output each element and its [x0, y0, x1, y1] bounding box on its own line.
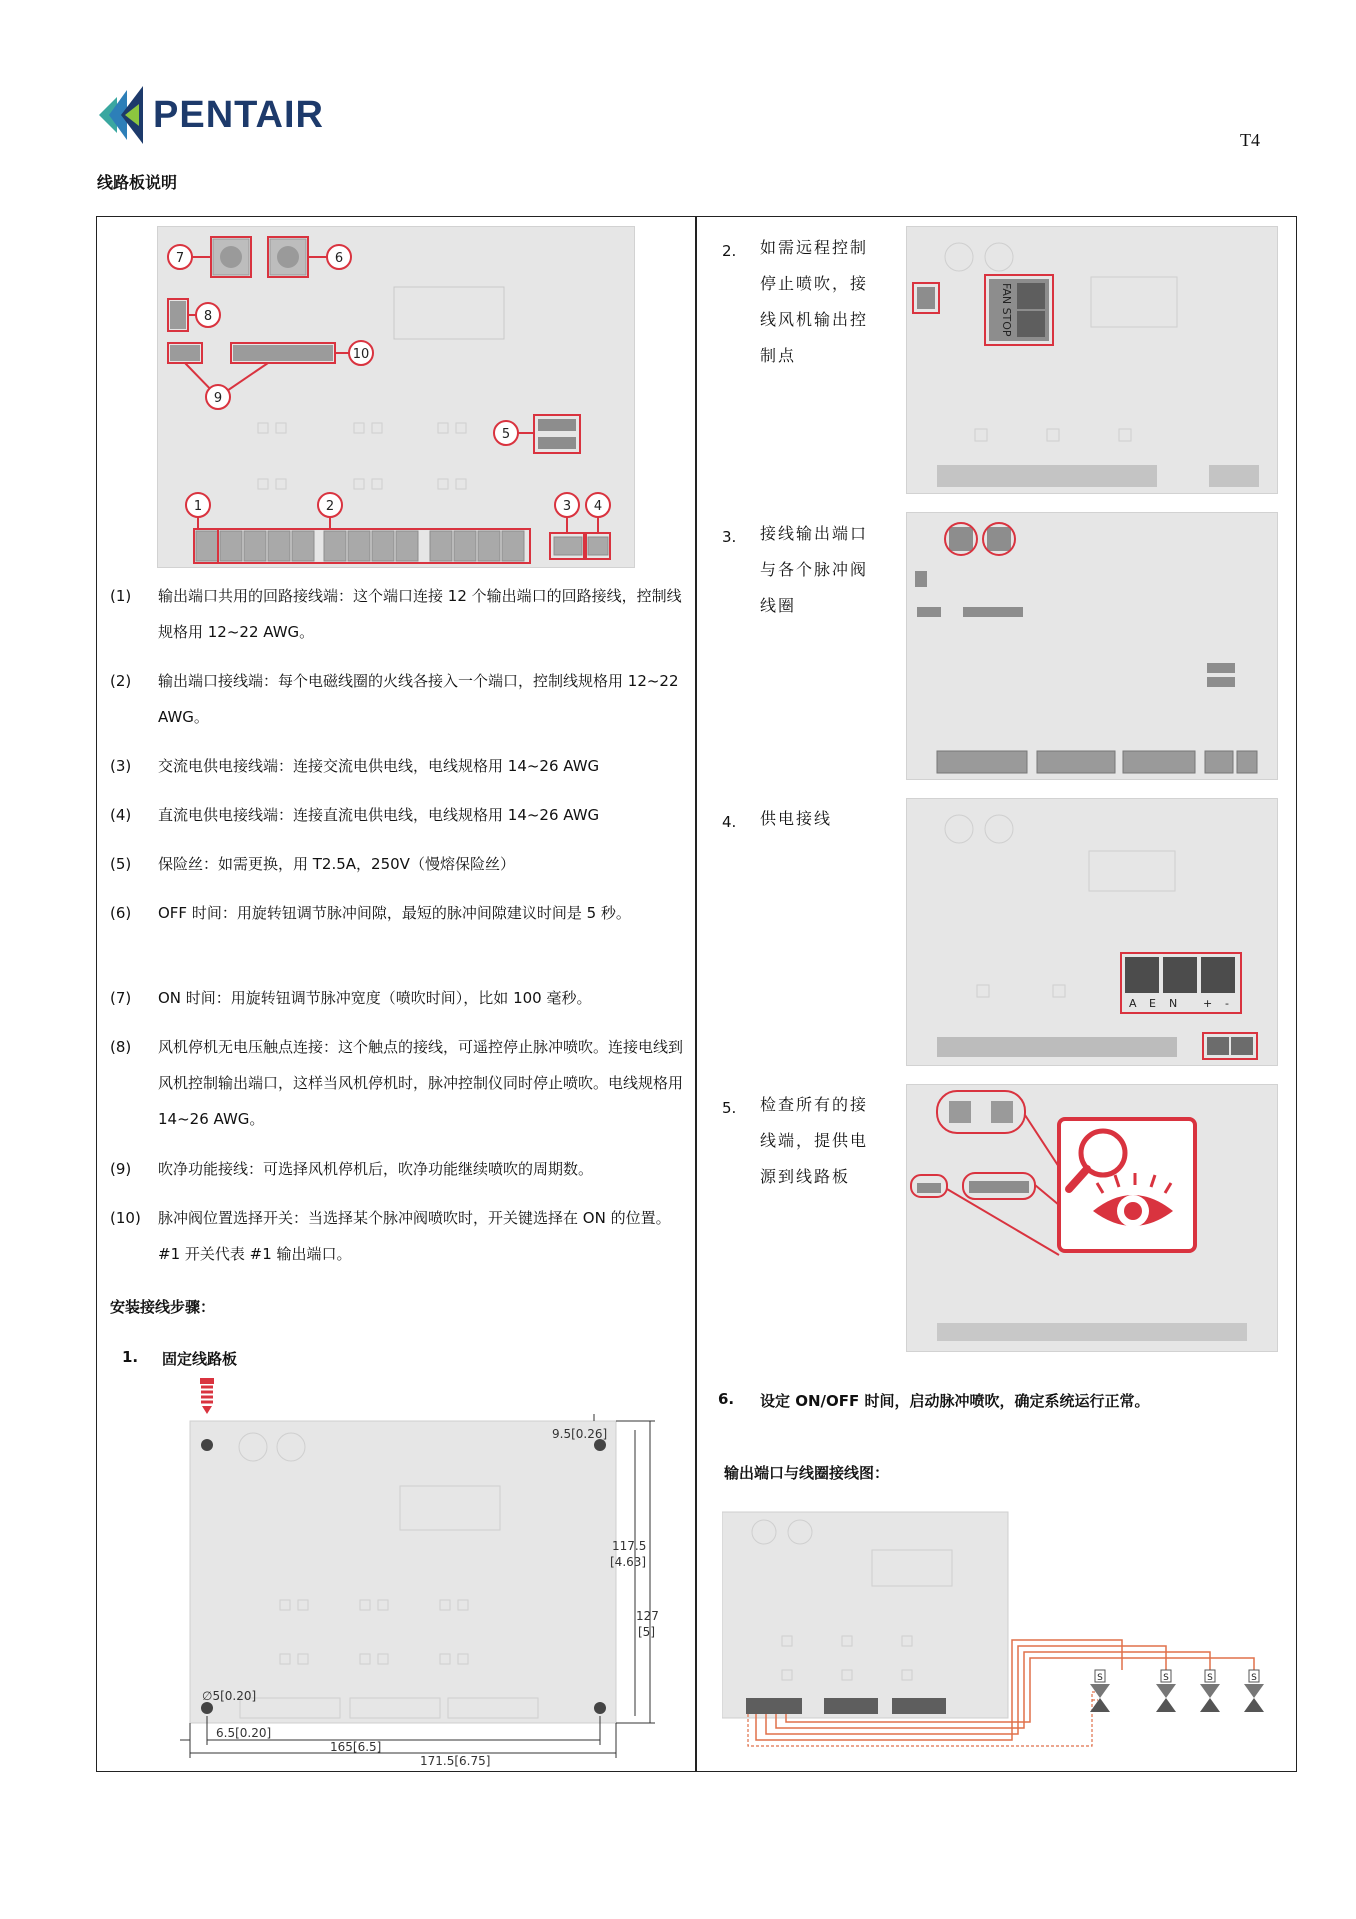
description-item: (1) 输出端口共用的回路接线端：这个端口连接 12 个输出端口的回路接线，控制线规格用 12~22 AWG。: [110, 587, 682, 641]
step6-num: 6.: [718, 1390, 735, 1408]
dim-height-inner-in: [4.63]: [610, 1555, 647, 1569]
callout-8: 8: [203, 309, 213, 324]
step4-num: 4.: [722, 813, 737, 831]
callout-6: 6: [334, 251, 344, 266]
dim-hole: ∅5[0.20]: [202, 1689, 257, 1703]
mounting-diagram: [180, 1378, 660, 1768]
column-divider: [695, 216, 697, 1772]
coil-label: S: [1163, 1673, 1169, 1683]
description-item: (9) 吹净功能接线：可选择风机停机后，吹净功能继续喷吹的周期数。: [110, 1160, 594, 1178]
power-label-minus: -: [1225, 997, 1229, 1010]
board-diagram-main: [157, 226, 635, 568]
description-item: (2) 输出端口接线端：每个电磁线圈的火线各接入一个端口，控制线规格用 12~22 AWG。: [110, 672, 679, 726]
callout-2: 2: [325, 499, 335, 514]
step2-num: 2.: [722, 242, 737, 260]
coil-label: S: [1097, 1673, 1103, 1683]
callout-3: 3: [562, 499, 572, 514]
wiring-title: 输出端口与线圈接线图：: [724, 1464, 890, 1482]
board-diagram-power: [906, 798, 1278, 1066]
step6-text: 设定 ON/OFF 时间，启动脉冲喷吹，确定系统运行正常。: [760, 1392, 1150, 1410]
install-heading: 安装接线步骤：: [110, 1298, 216, 1316]
board-diagram-outputs: [906, 512, 1278, 780]
board-diagram-check: [906, 1084, 1278, 1352]
power-label-n: N: [1169, 997, 1178, 1010]
description-item: (6) OFF 时间：用旋转钮调节脉冲间隙，最短的脉冲间隙建议时间是 5 秒。: [110, 904, 631, 922]
step1-title: 固定线路板: [162, 1350, 238, 1368]
power-label-plus: +: [1203, 997, 1213, 1010]
step2-text: 如需远程控制停止喷吹，接线风机输出控制点: [760, 238, 869, 365]
power-label-a: A: [1129, 997, 1137, 1010]
section-title: 线路板说明: [97, 173, 178, 192]
pentair-logo: [95, 82, 355, 148]
step4-text: 供电接线: [760, 809, 833, 828]
coil-label: S: [1251, 1673, 1257, 1683]
step1-num: 1.: [122, 1348, 139, 1366]
callout-10: 10: [352, 347, 370, 362]
pentair-logo-icon: [95, 82, 151, 148]
wiring-diagram: [722, 1510, 1282, 1760]
dim-width-inner: 165[6.5]: [330, 1740, 382, 1754]
description-item: (7) ON 时间：用旋转钮调节脉冲宽度（喷吹时间），比如 100 毫秒。: [110, 989, 592, 1007]
callout-9: 9: [213, 391, 223, 406]
callout-1: 1: [193, 499, 203, 514]
description-item: (8) 风机停机无电压触点连接：这个触点的接线，可遥控停止脉冲喷吹。连接电线到风机控制输出端口，这样当风机停机时，脉冲控制仪同时停止喷吹。电线规格用 14~26 AWG。: [110, 1038, 684, 1128]
fan-stop-label: FAN STOP: [1000, 283, 1013, 337]
dim-height-outer-in: [5]: [638, 1625, 655, 1639]
dim-width-outer: 171.5[6.75]: [420, 1754, 491, 1768]
coil-label: S: [1207, 1673, 1213, 1683]
page-number: T4: [1240, 130, 1260, 150]
description-item: (10) 脉冲阀位置选择开关：当选择某个脉冲阀喷吹时，开关键选择在 ON 的位置。#1 开关代表 #1 输出端口。: [110, 1209, 671, 1263]
dim-left-offset: 6.5[0.20]: [216, 1726, 272, 1740]
callout-4: 4: [593, 499, 603, 514]
board-diagram-fan-stop: [906, 226, 1278, 494]
power-label-e: E: [1149, 997, 1156, 1010]
step5-text: 检查所有的接线端，提供电源到线路板: [760, 1095, 869, 1186]
step3-text: 接线输出端口与各个脉冲阀线圈: [760, 524, 869, 615]
dim-height-outer: 127: [636, 1609, 659, 1623]
callout-5: 5: [501, 427, 511, 442]
dim-edge-offset: 9.5[0.26]: [552, 1427, 608, 1441]
description-item: (5) 保险丝：如需更换，用 T2.5A，250V（慢熔保险丝）: [110, 855, 515, 873]
callout-7: 7: [175, 251, 185, 266]
brand-name: PENTAIR: [153, 94, 324, 136]
step3-num: 3.: [722, 528, 737, 546]
description-item: (3) 交流电供电接线端：连接交流电供电线，电线规格用 14~26 AWG: [110, 757, 600, 775]
step5-num: 5.: [722, 1099, 737, 1117]
dim-height-inner: 117.5: [612, 1539, 647, 1553]
description-item: (4) 直流电供电接线端：连接直流电供电线，电线规格用 14~26 AWG: [110, 806, 600, 824]
